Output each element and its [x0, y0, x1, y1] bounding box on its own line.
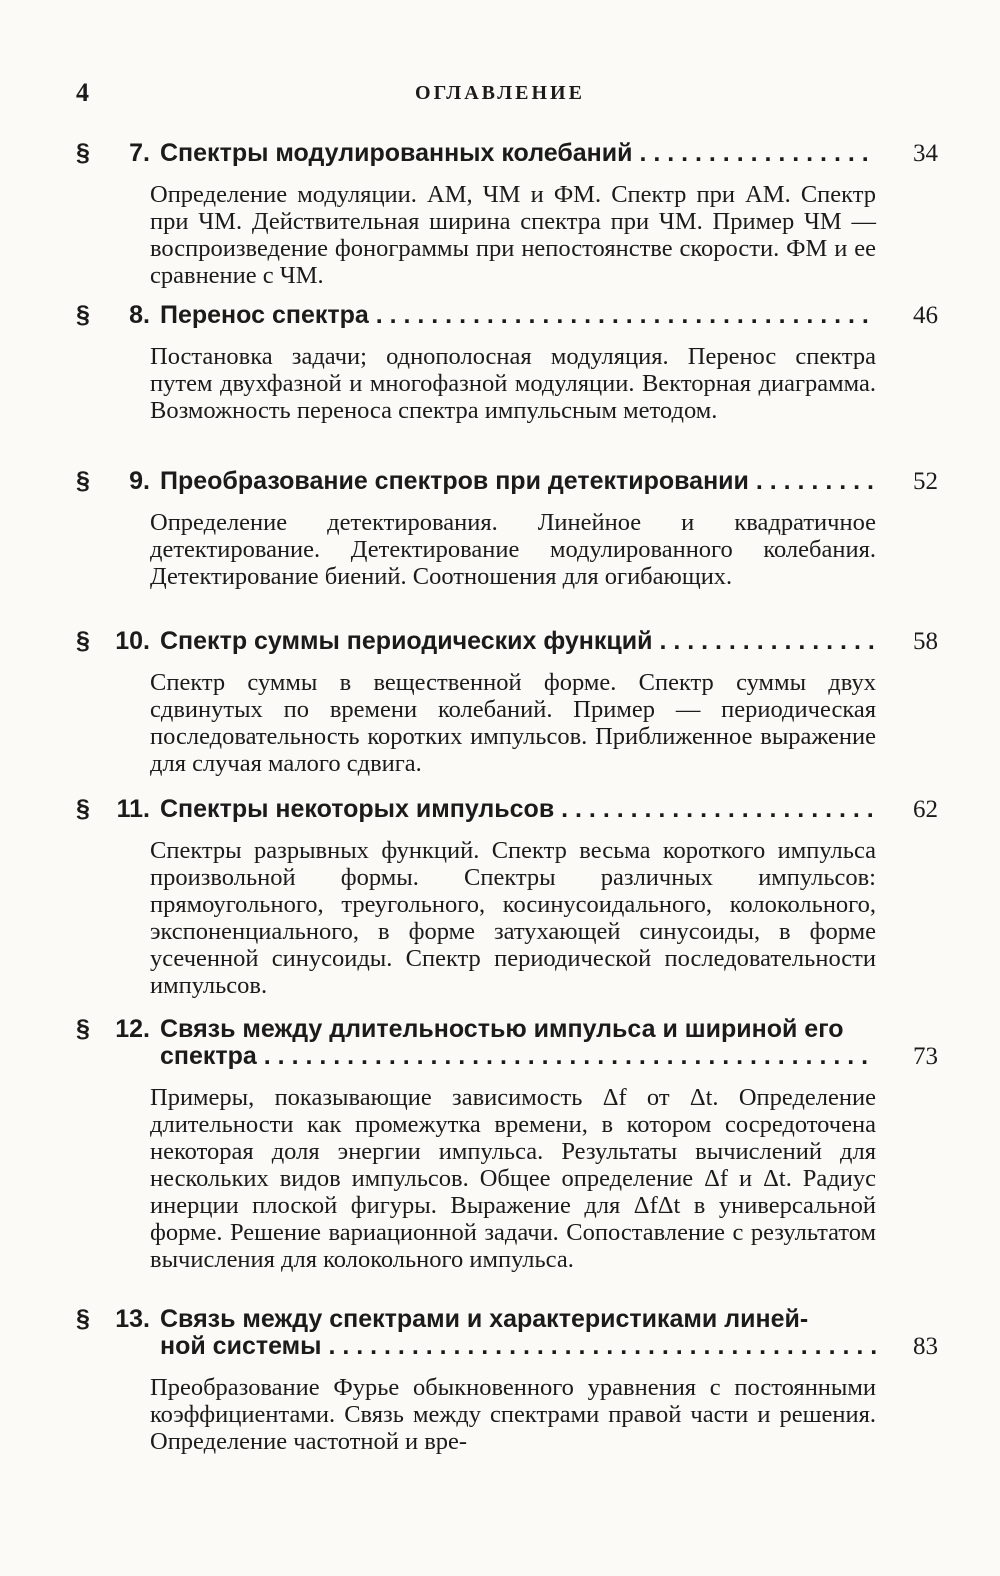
section-title-line2: ной системы . . .: [160, 1333, 876, 1360]
section-mark: §: [76, 301, 90, 329]
section-mark: §: [76, 1015, 90, 1043]
section-abstract: Преобразование Фурье обыкновенного уравнения с постоянными коэффициентами. Связь между спектрами правой части и решения. Определение частотной и вре-: [150, 1374, 876, 1455]
page-number: 4: [76, 78, 89, 107]
section-title: [160, 1306, 876, 1360]
section-page: 58: [913, 628, 938, 655]
toc-section-8: [76, 302, 938, 424]
section-title: [160, 1016, 876, 1070]
section-mark: §: [76, 627, 90, 655]
section-number: 9.: [129, 467, 150, 495]
section-number: 10.: [115, 627, 150, 655]
section-number: 12.: [115, 1015, 150, 1043]
toc-section-7: [76, 140, 938, 289]
section-abstract: Постановка задачи; однополосная модуляция. Перенос спектра путем двухфазной и многофазной модуляции. Векторная диаграмма. Возможность переноса спектра импульсным методом.: [150, 343, 876, 424]
section-title-line1: Связь между длительностью импульса и шириной его: [160, 1016, 844, 1043]
toc-section-9: [76, 468, 938, 590]
toc-entry-12[interactable]: [76, 1016, 938, 1070]
section-page: 73: [913, 1043, 938, 1070]
toc-section-13: [76, 1306, 938, 1455]
toc-entry-11[interactable]: [76, 796, 938, 823]
section-page: 83: [913, 1333, 938, 1360]
toc-section-10: [76, 628, 938, 777]
toc-section-12: [76, 1016, 938, 1273]
toc-entry-7[interactable]: [76, 140, 938, 167]
toc-entry-8[interactable]: [76, 302, 938, 329]
section-page: 34: [913, 140, 938, 167]
toc-entry-13[interactable]: [76, 1306, 938, 1360]
section-title: Спектр суммы периодических функций . . .: [160, 628, 876, 655]
section-page: 52: [913, 468, 938, 495]
section-number: 11.: [116, 795, 150, 823]
section-mark: §: [76, 467, 90, 495]
section-page: 62: [913, 796, 938, 823]
section-mark: §: [76, 1305, 90, 1333]
toc-section-11: [76, 796, 938, 999]
section-abstract: Примеры, показывающие зависимость Δf от Δt. Определение длительности как промежутка времени, в котором сосредоточена некоторая доля энергии импульса. Результаты вычислений для нескольких видов импульсов. Общее определение Δf и Δt. Радиус инерции плоской фигуры. Выражение для ΔfΔt в универсальной форме. Решение вариационной задачи. Сопоставление с результатом вычисления для колокольного импульса.: [150, 1084, 876, 1273]
section-title: Преобразование спектров при детектировании . . .: [160, 468, 876, 495]
section-abstract: Определение детектирования. Линейное и квадратичное детектирование. Детектирование модулированного колебания. Детектирование биений. Соотношения для огибающих.: [150, 509, 876, 590]
section-abstract: Спектр суммы в вещественной форме. Спектр суммы двух сдвинутых по времени колебаний. Пример — периодическая последовательность коротких импульсов. Приближенное выражение для случая малого сдвига.: [150, 669, 876, 777]
section-mark: §: [76, 139, 90, 167]
section-number: 7.: [129, 139, 150, 167]
toc-entry-10[interactable]: [76, 628, 938, 655]
section-title-line2: спектра . . .: [160, 1043, 876, 1070]
toc-entry-9[interactable]: [76, 468, 938, 495]
section-title-line1: Связь между спектрами и характеристиками линей-: [160, 1306, 809, 1333]
section-abstract: Определение модуляции. АМ, ЧМ и ФМ. Спектр при АМ. Спектр при ЧМ. Действительная ширина спектра при ЧМ. Пример ЧМ — воспроизведение фонограммы при непостоянстве скорости. ФМ и ее сравнение с ЧМ.: [150, 181, 876, 289]
section-title: Спектры модулированных колебаний . . .: [160, 140, 876, 167]
section-title: Спектры некоторых импульсов . . .: [160, 796, 876, 823]
section-page: 46: [913, 302, 938, 329]
section-number: 8.: [129, 301, 150, 329]
running-head: ОГЛАВЛЕНИЕ: [415, 82, 585, 104]
section-abstract: Спектры разрывных функций. Спектр весьма короткого импульса произвольной формы. Спектры различных импульсов: прямоугольного, треугольного, косинусоидального, колокольного, экспоненциального, в форме затухающей синусоиды, в форме усеченной синусоиды. Спектр периодической последовательности импульсов.: [150, 837, 876, 999]
section-mark: §: [76, 795, 90, 823]
section-title: Перенос спектра . . .: [160, 302, 876, 329]
section-number: 13.: [115, 1305, 150, 1333]
